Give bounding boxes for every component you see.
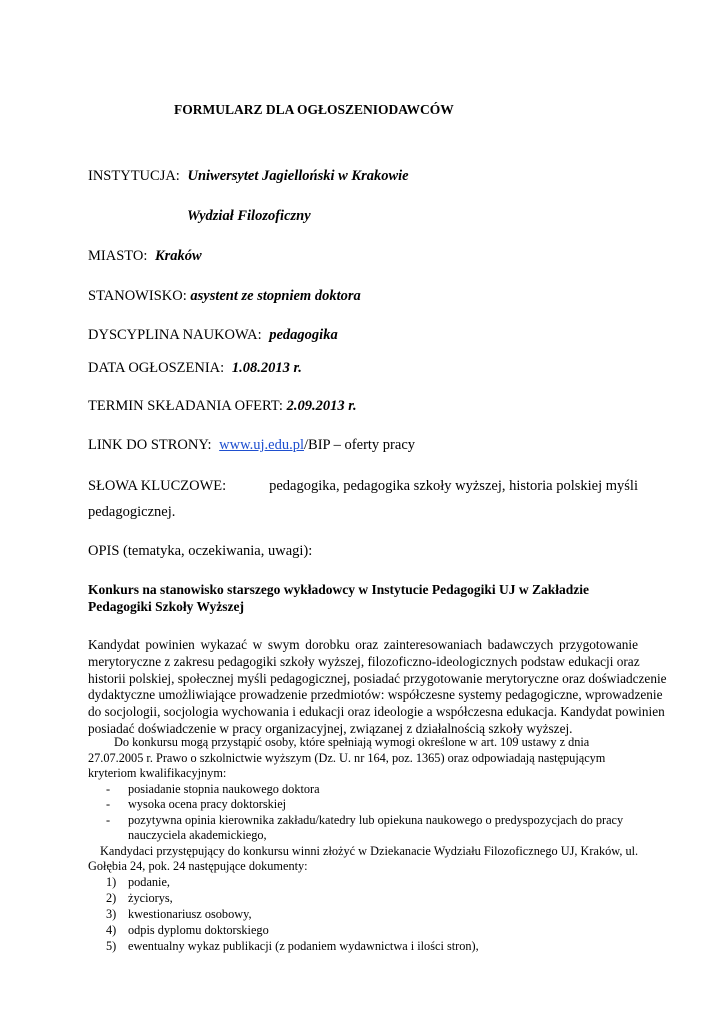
city-row — [88, 248, 202, 265]
link-label: LINK DO STRONY: — [88, 437, 212, 453]
criteria-item: nauczyciela akademickiego, — [128, 828, 267, 842]
criteria-bullet: - — [106, 782, 111, 796]
date-label: DATA OGŁOSZENIA: — [88, 360, 225, 376]
discipline-row — [88, 327, 338, 344]
paragraph-line: merytoryczne z zakresu pedagogiki szkoły wyższej, filozoficzno-ideologicznych podstaw edukacji oraz — [88, 653, 640, 669]
competition-heading-line1: Konkurs na stanowisko starszego wykładowcy w Instytucie Pedagogiki UJ w Zakładzie — [88, 582, 590, 597]
eligibility-line: 27.07.2005 r. Prawo o szkolnictwie wyższym (Dz. U. nr 164, poz. 1365) oraz odpowiadają następującym — [88, 751, 606, 765]
date-row — [88, 360, 302, 377]
faculty-value: Wydział Filozoficzny — [187, 208, 311, 224]
document-number: 4) — [106, 923, 117, 937]
document-item: życiorys, — [128, 891, 173, 905]
deadline-value: 2.09.2013 r. — [286, 398, 357, 414]
paragraph-line: Kandydat powinien wykazać w swym dorobku oraz zainteresowaniach badawczych przygotowanie — [88, 637, 638, 652]
position-value: asystent ze stopniem doktora — [190, 288, 361, 304]
position-label: STANOWISKO: — [88, 288, 187, 304]
institution-value: Uniwersytet Jagielloński w Krakowie — [187, 168, 409, 184]
criteria-bullet: - — [106, 813, 111, 827]
eligibility-line: kryteriom kwalifikacyjnym: — [88, 766, 227, 780]
institution-row — [88, 168, 409, 185]
paragraph-line: do socjologii, socjologia wychowania i edukacji oraz ideologie a współczesna edukacja. Kandydat powinien — [88, 704, 665, 720]
submission-line: Gołębia 24, pok. 24 następujące dokumenty: — [88, 859, 308, 873]
criteria-bullet: - — [106, 797, 111, 811]
competition-heading-line2: Pedagogiki Szkoły Wyższej — [88, 599, 244, 614]
city-value: Kraków — [154, 248, 202, 264]
institution-label: INSTYTUCJA: — [88, 168, 180, 184]
website-link[interactable]: www.uj.edu.pl — [219, 437, 304, 453]
document-item: odpis dyplomu doktorskiego — [128, 923, 269, 937]
criteria-item: pozytywna opinia kierownika zakładu/katedry lub opiekuna naukowego o predyspozycjach do pracy — [128, 813, 624, 827]
document-item: kwestionariusz osobowy, — [128, 907, 252, 921]
link-suffix: /BIP – oferty pracy — [304, 437, 416, 453]
document-item: ewentualny wykaz publikacji (z podaniem wydawnictwa i ilości stron), — [128, 939, 479, 953]
keywords-label: SŁOWA KLUCZOWE: — [88, 478, 227, 494]
paragraph-line: posiadać doświadczenie w pracy organizacyjnej, związanej z działalnością szkoły wyższej. — [88, 720, 573, 736]
requirements-paragraph — [88, 637, 667, 738]
criteria-item: posiadanie stopnia naukowego doktora — [128, 782, 320, 796]
document-number: 1) — [106, 875, 117, 889]
paragraph-line: historii polskiej, społecznej myśli pedagogicznej, posiadać przygotowanie merytoryczne oraz doświadczenie — [88, 670, 667, 686]
keywords-value-line1: pedagogika, pedagogika szkoły wyższej, historia polskiej myśli — [269, 478, 638, 494]
description-label: OPIS (tematyka, oczekiwania, uwagi): — [88, 543, 313, 559]
keywords-row — [88, 478, 638, 495]
form-title: FORMULARZ DLA OGŁOSZENIODAWCÓW — [174, 102, 454, 117]
submission-line: Kandydaci przystępujący do konkursu winni złożyć w Dziekanacie Wydziału Filozoficznego UJ, Kraków, ul. — [100, 844, 639, 858]
deadline-row — [88, 398, 357, 415]
link-row — [88, 437, 415, 454]
date-value: 1.08.2013 r. — [231, 360, 302, 376]
keywords-value-line2: pedagogicznej. — [88, 504, 176, 520]
paragraph-line: dydaktyczne umożliwiające prowadzenie przedmiotów: współczesne systemy pedagogiczne, wprowadzenie — [88, 687, 663, 703]
criteria-item: wysoka ocena pracy doktorskiej — [128, 797, 287, 811]
city-label: MIASTO: — [88, 248, 148, 264]
deadline-label: TERMIN SKŁADANIA OFERT: — [88, 398, 283, 414]
document-item: podanie, — [128, 875, 171, 889]
discipline-value: pedagogika — [269, 327, 338, 343]
document-number: 2) — [106, 891, 117, 905]
eligibility-line: Do konkursu mogą przystąpić osoby, które spełniają wymogi określone w art. 109 ustawy z dnia — [114, 735, 590, 749]
discipline-label: DYSCYPLINA NAUKOWA: — [88, 327, 262, 343]
document-number: 3) — [106, 907, 117, 921]
document-number: 5) — [106, 939, 117, 953]
position-row — [88, 288, 361, 305]
